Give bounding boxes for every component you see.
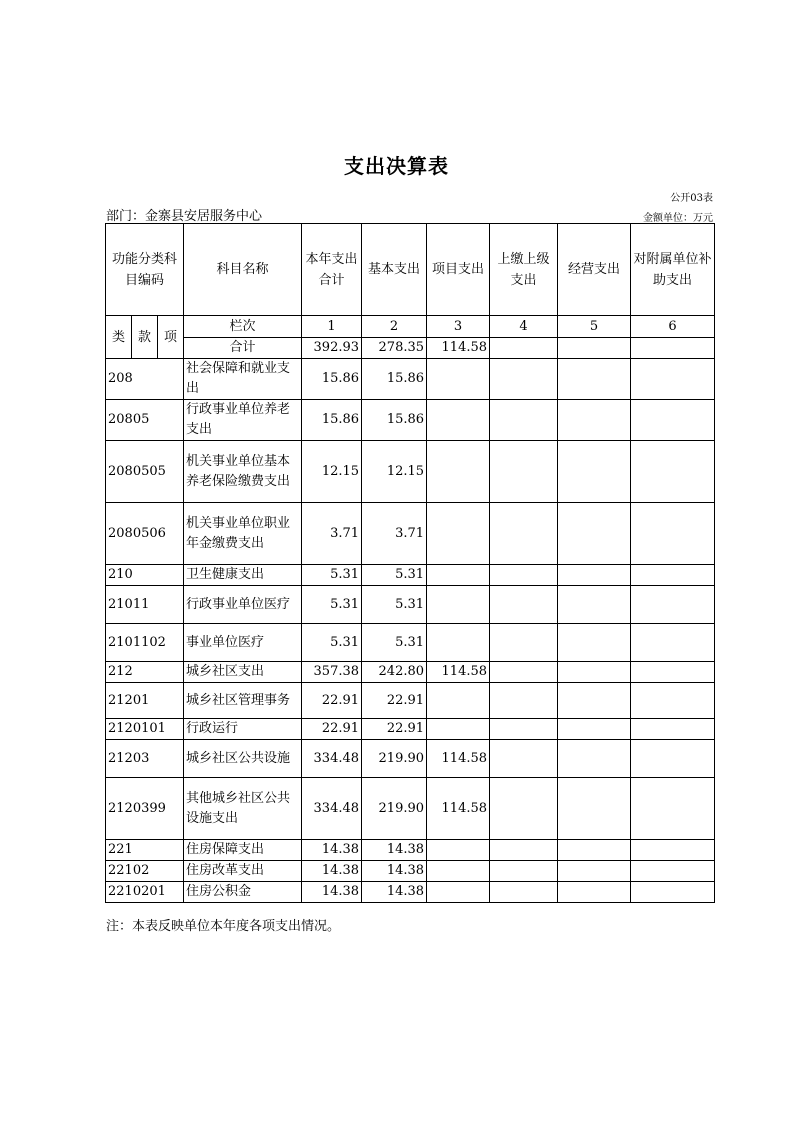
row-name: 行政事业单位医疗 (184, 586, 302, 624)
row-basic: 22.91 (362, 719, 427, 740)
table-row (106, 778, 715, 840)
row-code: 2210201 (106, 882, 184, 903)
row-basic: 22.91 (362, 683, 427, 719)
row-total: 5.31 (302, 586, 362, 624)
amount-unit-label: 金额单位：万元 (643, 213, 713, 224)
row-upper (490, 740, 558, 778)
totals-project: 114.58 (427, 338, 490, 359)
row-code: 22102 (106, 861, 184, 882)
row-name: 城乡社区支出 (184, 662, 302, 683)
header-lanci: 栏次 (184, 316, 302, 338)
row-business (558, 586, 631, 624)
table-row (106, 565, 715, 586)
table-row (106, 359, 715, 400)
row-name: 住房公积金 (184, 882, 302, 903)
footnote: 注：本表反映单位本年度各项支出情况。 (106, 919, 341, 934)
header-basic: 基本支出 (362, 224, 427, 316)
row-total: 15.86 (302, 400, 362, 441)
row-code: 2120101 (106, 719, 184, 740)
row-project (427, 503, 490, 565)
row-business (558, 719, 631, 740)
row-subsidiary (631, 740, 715, 778)
col-number: 5 (558, 316, 631, 338)
row-business (558, 624, 631, 662)
row-name: 城乡社区公共设施 (184, 740, 302, 778)
row-subsidiary (631, 662, 715, 683)
row-basic: 14.38 (362, 882, 427, 903)
header-upper: 上缴上级支出 (490, 224, 558, 316)
row-subsidiary (631, 586, 715, 624)
row-business (558, 565, 631, 586)
row-subsidiary (631, 359, 715, 400)
row-basic: 12.15 (362, 441, 427, 503)
row-business (558, 662, 631, 683)
row-basic: 5.31 (362, 586, 427, 624)
header-subsidiary: 对附属单位补助支出 (631, 224, 715, 316)
col-number: 2 (362, 316, 427, 338)
row-name: 住房保障支出 (184, 840, 302, 861)
row-basic: 5.31 (362, 565, 427, 586)
totals-total: 392.93 (302, 338, 362, 359)
row-total: 22.91 (302, 683, 362, 719)
row-upper (490, 624, 558, 662)
row-project: 114.58 (427, 662, 490, 683)
row-code: 21011 (106, 586, 184, 624)
row-code: 2101102 (106, 624, 184, 662)
row-basic: 219.90 (362, 740, 427, 778)
row-code: 208 (106, 359, 184, 400)
totals-basic: 278.35 (362, 338, 427, 359)
row-code: 221 (106, 840, 184, 861)
row-name: 城乡社区管理事务 (184, 683, 302, 719)
row-code: 21201 (106, 683, 184, 719)
row-upper (490, 840, 558, 861)
row-upper (490, 662, 558, 683)
row-business (558, 882, 631, 903)
table-row (106, 840, 715, 861)
row-subsidiary (631, 503, 715, 565)
row-upper (490, 882, 558, 903)
header-kuan: 款 (132, 316, 158, 359)
row-project (427, 359, 490, 400)
row-project (427, 400, 490, 441)
header-lei: 类 (106, 316, 132, 359)
row-name: 其他城乡社区公共设施支出 (184, 778, 302, 840)
row-basic: 15.86 (362, 359, 427, 400)
row-code: 212 (106, 662, 184, 683)
row-business (558, 441, 631, 503)
row-business (558, 778, 631, 840)
row-basic: 14.38 (362, 861, 427, 882)
row-upper (490, 441, 558, 503)
row-upper (490, 586, 558, 624)
header-business: 经营支出 (558, 224, 631, 316)
row-upper (490, 503, 558, 565)
page-title: 支出决算表 (344, 154, 449, 178)
row-name: 机关事业单位基本养老保险缴费支出 (184, 441, 302, 503)
row-project (427, 840, 490, 861)
table-row (106, 683, 715, 719)
row-total: 334.48 (302, 740, 362, 778)
row-subsidiary (631, 719, 715, 740)
expenditure-table (105, 223, 715, 903)
row-basic: 219.90 (362, 778, 427, 840)
row-code: 21203 (106, 740, 184, 778)
row-name: 卫生健康支出 (184, 565, 302, 586)
row-code: 2080506 (106, 503, 184, 565)
row-project (427, 586, 490, 624)
row-subsidiary (631, 683, 715, 719)
row-subsidiary (631, 624, 715, 662)
row-subsidiary (631, 441, 715, 503)
row-name: 行政事业单位养老支出 (184, 400, 302, 441)
header-code: 功能分类科目编码 (106, 224, 184, 316)
col-number: 1 (302, 316, 362, 338)
row-business (558, 503, 631, 565)
row-basic: 5.31 (362, 624, 427, 662)
row-name: 事业单位医疗 (184, 624, 302, 662)
header-project: 项目支出 (427, 224, 490, 316)
row-total: 14.38 (302, 840, 362, 861)
row-total: 5.31 (302, 624, 362, 662)
col-number: 4 (490, 316, 558, 338)
table-row (106, 624, 715, 662)
table-row (106, 719, 715, 740)
row-business (558, 400, 631, 441)
row-total: 3.71 (302, 503, 362, 565)
row-subsidiary (631, 778, 715, 840)
row-project (427, 683, 490, 719)
row-code: 2080505 (106, 441, 184, 503)
totals-label: 合计 (184, 338, 302, 359)
row-total: 5.31 (302, 565, 362, 586)
row-business (558, 740, 631, 778)
row-subsidiary (631, 400, 715, 441)
row-basic: 242.80 (362, 662, 427, 683)
row-project (427, 882, 490, 903)
row-business (558, 861, 631, 882)
row-project (427, 441, 490, 503)
row-total: 334.48 (302, 778, 362, 840)
row-upper (490, 719, 558, 740)
row-basic: 14.38 (362, 840, 427, 861)
row-project (427, 565, 490, 586)
row-business (558, 359, 631, 400)
row-upper (490, 359, 558, 400)
col-number: 3 (427, 316, 490, 338)
department-label: 部门：金寨县安居服务中心 (106, 209, 263, 224)
form-number: 公开03表 (670, 193, 713, 204)
row-total: 12.15 (302, 441, 362, 503)
row-business (558, 683, 631, 719)
table-row (106, 740, 715, 778)
col-number: 6 (631, 316, 715, 338)
row-code: 210 (106, 565, 184, 586)
row-project (427, 861, 490, 882)
table-row (106, 882, 715, 903)
row-total: 14.38 (302, 861, 362, 882)
table-row (106, 662, 715, 683)
row-code: 20805 (106, 400, 184, 441)
row-project: 114.58 (427, 778, 490, 840)
table-row (106, 586, 715, 624)
row-total: 22.91 (302, 719, 362, 740)
table-row (106, 441, 715, 503)
header-name: 科目名称 (184, 224, 302, 316)
row-upper (490, 861, 558, 882)
header-total: 本年支出合计 (302, 224, 362, 316)
row-upper (490, 565, 558, 586)
row-project (427, 719, 490, 740)
table-row (106, 400, 715, 441)
row-subsidiary (631, 861, 715, 882)
row-upper (490, 778, 558, 840)
row-project (427, 624, 490, 662)
row-upper (490, 400, 558, 441)
row-subsidiary (631, 840, 715, 861)
row-business (558, 840, 631, 861)
row-project: 114.58 (427, 740, 490, 778)
row-total: 14.38 (302, 882, 362, 903)
header-xiang: 项 (158, 316, 184, 359)
row-basic: 15.86 (362, 400, 427, 441)
table-row (106, 861, 715, 882)
row-code: 2120399 (106, 778, 184, 840)
row-subsidiary (631, 882, 715, 903)
row-upper (490, 683, 558, 719)
row-total: 357.38 (302, 662, 362, 683)
row-basic: 3.71 (362, 503, 427, 565)
row-total: 15.86 (302, 359, 362, 400)
row-name: 机关事业单位职业年金缴费支出 (184, 503, 302, 565)
row-name: 行政运行 (184, 719, 302, 740)
row-name: 社会保障和就业支出 (184, 359, 302, 400)
row-name: 住房改革支出 (184, 861, 302, 882)
row-subsidiary (631, 565, 715, 586)
table-row (106, 503, 715, 565)
